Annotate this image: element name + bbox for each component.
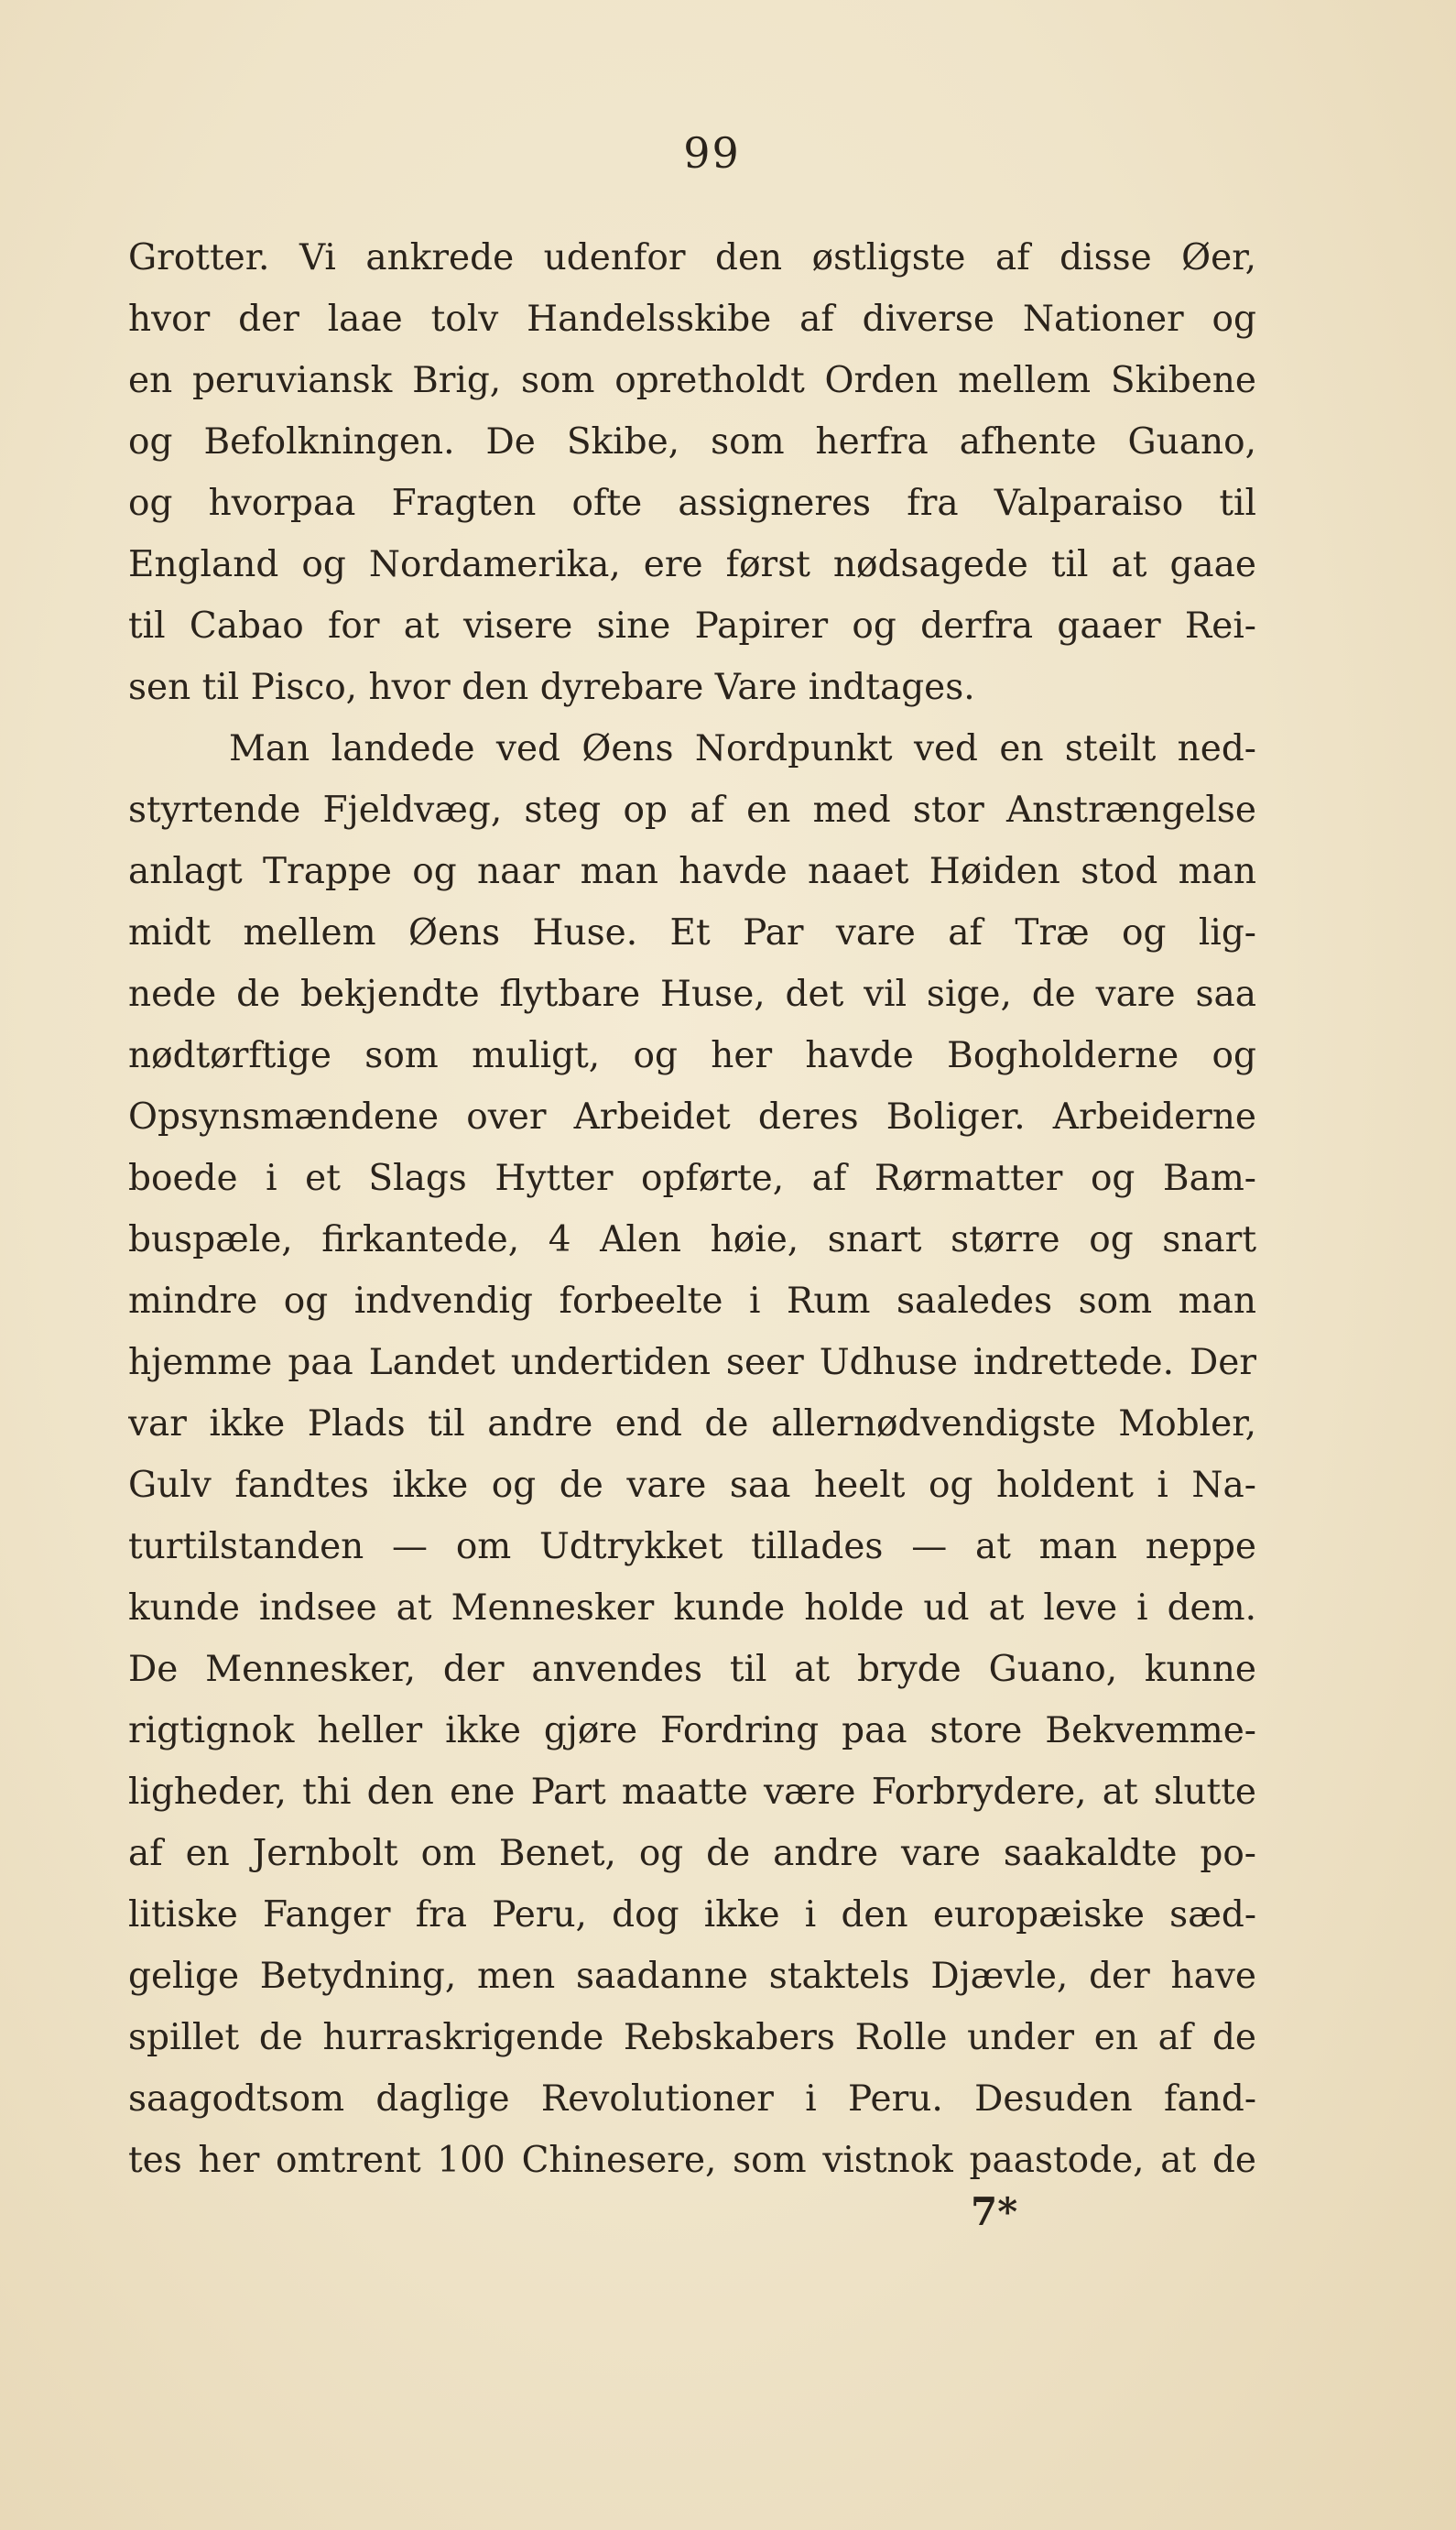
paragraph [128,718,1256,2191]
text-line: nede de bekjendte flytbare Huse, det vil sige, de vare saa [128,974,1256,1015]
text-line: De Mennesker, der anvendes til at bryde Guano, kunne [128,1649,1256,1690]
text-line: styrtende Fjeldvæg, steg op af en med stor Anstrængelse [128,790,1256,831]
text-line: gelige Betydning, men saadanne staktels Djævle, der have [128,1956,1256,1997]
signature-mark: 7* [971,2189,1018,2234]
page-number: 99 [683,128,741,178]
text-line: af en Jernbolt om Benet, og de andre vare saakaldte po- [128,1833,1256,1874]
text-line: saagodtsom daglige Revolutioner i Peru. Desuden fand- [128,2078,1256,2120]
text-line: rigtignok heller ikke gjøre Fordring paa store Bekvemme- [128,1710,1256,1751]
text-line: sen til Pisco, hvor den dyrebare Vare indtages. [128,667,975,708]
text-line: til Cabao for at visere sine Papirer og derfra gaaer Rei- [128,605,1256,647]
text-line: Opsynsmændene over Arbeidet deres Boliger. Arbeiderne [128,1096,1256,1138]
text-line: og Befolkningen. De Skibe, som herfra afhente Guano, [128,421,1256,463]
text-line: litiske Fanger fra Peru, dog ikke i den europæiske sæd- [128,1894,1256,1936]
text-line: hvor der laae tolv Handelsskibe af diverse Nationer og [128,299,1256,340]
text-line: boede i et Slags Hytter opførte, af Rørmatter og Bam- [128,1158,1256,1199]
text-line: kunde indsee at Mennesker kunde holde ud at leve i dem. [128,1587,1256,1629]
paragraph [128,227,1256,718]
text-line: spillet de hurraskrigende Rebskabers Rolle under en af de [128,2017,1256,2058]
text-line: buspæle, firkantede, 4 Alen høie, snart større og snart [128,1219,1256,1260]
text-line: en peruviansk Brig, som opretholdt Orden mellem Skibene [128,360,1256,401]
body-text [128,227,1256,2191]
text-line: Grotter. Vi ankrede udenfor den østligste af disse Øer, [128,237,1256,278]
text-line: Man landede ved Øens Nordpunkt ved en steilt ned- [229,728,1256,769]
text-line: hjemme paa Landet undertiden seer Udhuse indrettede. Der [128,1342,1256,1383]
text-line: anlagt Trappe og naar man havde naaet Høiden stod man [128,851,1256,892]
text-line: mindre og indvendig forbeelte i Rum saaledes som man [128,1281,1256,1322]
text-line: ligheder, thi den ene Part maatte være Forbrydere, at slutte [128,1772,1256,1813]
text-line: turtilstanden — om Udtrykket tillades — at man neppe [128,1526,1256,1567]
text-line: England og Nordamerika, ere først nødsagede til at gaae [128,544,1256,585]
text-line: midt mellem Øens Huse. Et Par vare af Træ og lig- [128,912,1256,954]
text-line: Gulv fandtes ikke og de vare saa heelt og holdent i Na- [128,1465,1256,1506]
text-line: var ikke Plads til andre end de allernødvendigste Mobler, [128,1403,1256,1445]
text-line: og hvorpaa Fragten ofte assigneres fra Valparaiso til [128,483,1256,524]
text-line: tes her omtrent 100 Chinesere, som vistnok paastode, at de [128,2140,1256,2181]
text-line: nødtørftige som muligt, og her havde Bogholderne og [128,1035,1256,1076]
